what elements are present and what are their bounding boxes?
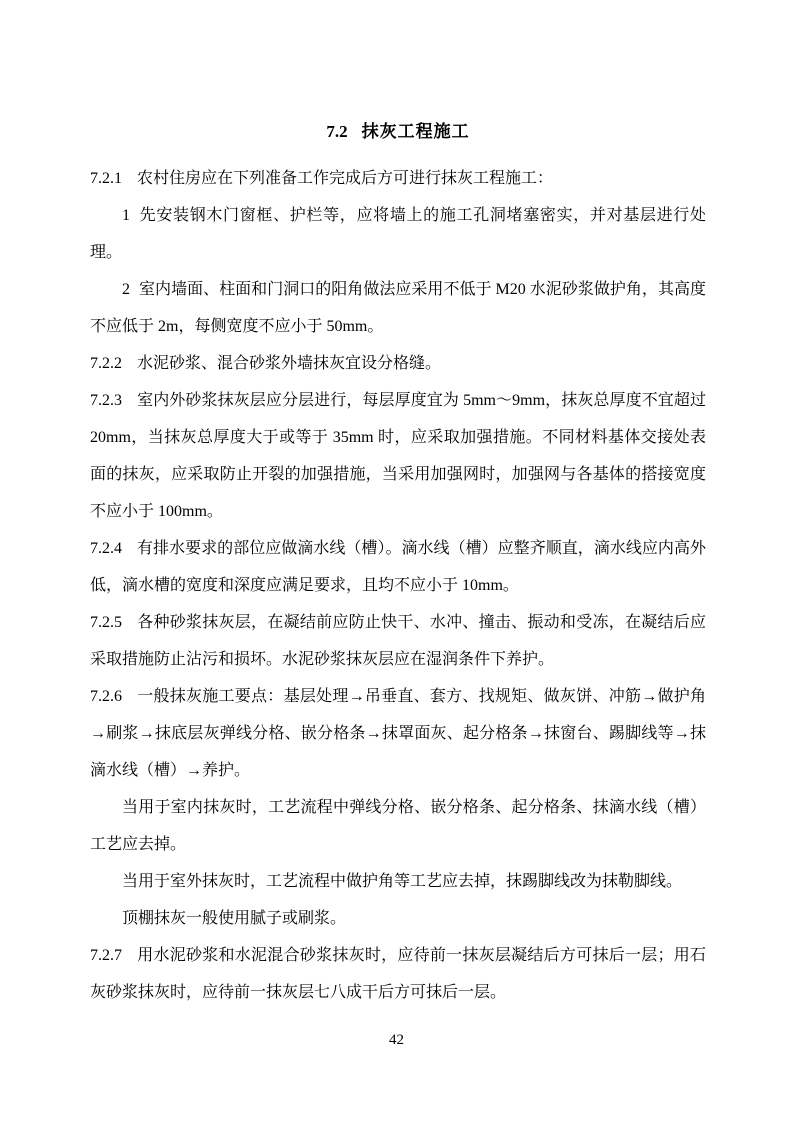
- paragraph-clause: [90, 530, 706, 604]
- section-heading-text: 抹灰工程施工: [361, 122, 470, 141]
- section-heading-number: 7.2: [326, 122, 348, 141]
- clause-text: 农村住房应在下列准备工作完成后方可进行抹灰工程施工：: [137, 170, 554, 187]
- paragraph-clause: [90, 345, 706, 382]
- clause-number: 7.2.5: [90, 614, 122, 631]
- clause-number: 7.2.4: [90, 540, 122, 557]
- paragraph-text: 当用于室内抹灰时，工艺流程中弹线分格、嵌分格条、起分格条、抹滴水线（槽）工艺应去掉。: [90, 799, 706, 853]
- clause-text: 有排水要求的部位应做滴水线（槽）。滴水线（槽）应整齐顺直，滴水线应内高外低，滴水槽的宽度和深度应满足要求，且均不应小于 10mm。: [90, 540, 706, 594]
- clause-text: 室内外砂浆抹灰层应分层进行，每层厚度宜为 5mm～9mm，抹灰总厚度不宜超过 20mm，当抹灰总厚度大于或等于 35mm 时，应采取加强措施。不同材料基体交接处表面的抹灰，应采取防止开裂的加强措施，当采用加强网时，加强网与各基体的搭接宽度不应小于 100mm。: [90, 392, 706, 520]
- paragraph-clause: [90, 382, 706, 530]
- page-number: 42: [389, 1032, 404, 1048]
- section-heading: [90, 117, 706, 147]
- clause-text: 一般抹灰施工要点：基层处理→吊垂直、套方、找规矩、做灰饼、冲筋→做护角→刷浆→抹底层灰弹线分格、嵌分格条→抹罩面灰、起分格条→抹窗台、踢脚线等→抹滴水线（槽）→养护。: [90, 688, 706, 779]
- list-item-text: 先安装钢木门窗框、护栏等，应将墙上的施工孔洞堵塞密实，并对基层进行处理。: [90, 207, 706, 261]
- paragraph-body: [90, 863, 706, 900]
- paragraph-list-item: [90, 197, 706, 271]
- clause-number: 7.2.3: [90, 392, 122, 409]
- list-item-number: 1: [122, 207, 130, 224]
- clause-number: 7.2.7: [90, 947, 122, 964]
- paragraph-body: [90, 789, 706, 863]
- clause-number: 7.2.1: [90, 170, 122, 187]
- clause-number: 7.2.6: [90, 688, 122, 705]
- clause-number: 7.2.2: [90, 355, 122, 372]
- paragraph-text: 顶棚抹灰一般使用腻子或刷浆。: [122, 910, 347, 927]
- paragraph-clause: [90, 678, 706, 789]
- list-item-number: 2: [122, 281, 130, 298]
- document-content: [90, 117, 706, 1011]
- clause-text: 用水泥砂浆和水泥混合砂浆抹灰时，应待前一抹灰层凝结后方可抹后一层；用石灰砂浆抹灰时，应待前一抹灰层七八成干后方可抹后一层。: [90, 947, 706, 1001]
- paragraph-list-item: [90, 271, 706, 345]
- paragraph-body: [90, 900, 706, 937]
- clause-text: 各种砂浆抹灰层，在凝结前应防止快干、水冲、撞击、振动和受冻，在凝结后应采取措施防止沾污和损坏。水泥砂浆抹灰层应在湿润条件下养护。: [90, 614, 706, 668]
- paragraph-text: 当用于室外抹灰时，工艺流程中做护角等工艺应去掉，抹踢脚线改为抹勒脚线。: [122, 873, 683, 890]
- paragraph-clause: [90, 604, 706, 678]
- clause-text: 水泥砂浆、混合砂浆外墙抹灰宜设分格缝。: [137, 355, 442, 372]
- list-item-text: 室内墙面、柱面和门洞口的阳角做法应采用不低于 M20 水泥砂浆做护角，其高度不应低于 2m，每侧宽度不应小于 50mm。: [90, 281, 706, 335]
- paragraph-clause: [90, 160, 706, 197]
- paragraph-clause: [90, 937, 706, 1011]
